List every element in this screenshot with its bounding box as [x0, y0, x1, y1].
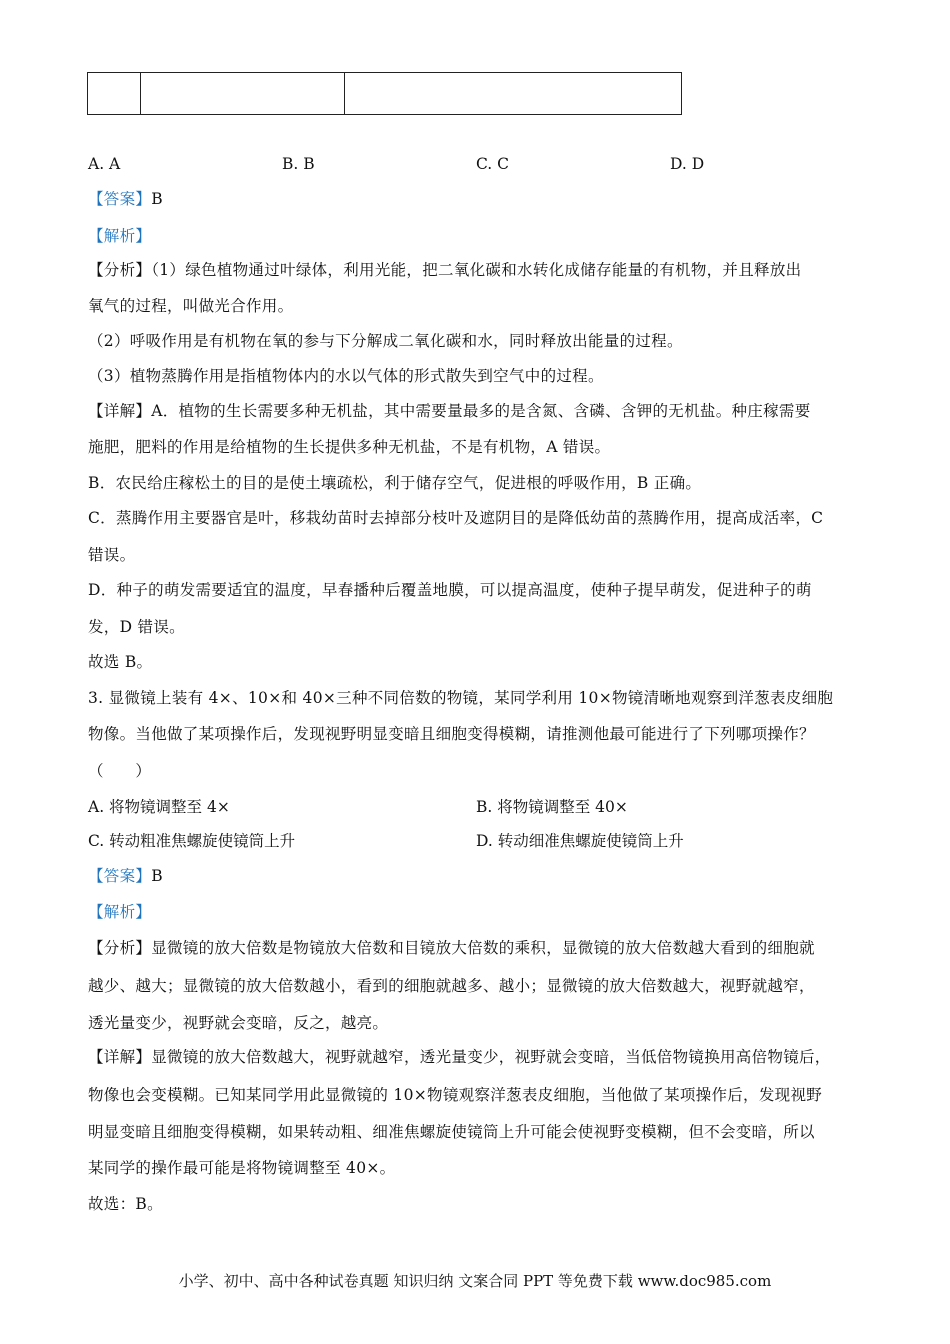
jiexi-tag: 【解析】	[88, 227, 152, 245]
q3-fenxi-line: 越少、越大；显微镜的放大倍数越小，看到的细胞就越多、越小；显微镜的放大倍数越大，视野就越窄，	[88, 977, 815, 995]
answer-tag: 【答案】	[88, 867, 152, 885]
q2-xiangjie-line: 发，D 错误。	[88, 618, 185, 636]
table-cell	[345, 73, 682, 115]
q3-option-a: A. 将物镜调整至 4×	[88, 798, 230, 816]
q2-option-d: D. D	[670, 155, 705, 173]
q3-xiangjie-line: 某同学的操作最可能是将物镜调整至 40×。	[88, 1159, 396, 1177]
q3-xiangjie-line: 故选：B。	[88, 1195, 163, 1213]
answer-table-fragment	[87, 72, 682, 115]
fenxi-text: （1）绿色植物通过叶绿体，利用光能，把二氧化碳和水转化成储存能量的有机物，并且释放出	[151, 261, 802, 279]
q3-xiangjie-line: 明显变暗且细胞变得模糊，如果转动粗、细准焦螺旋使镜筒上升可能会使视野变模糊，但不会变暗，所以	[88, 1123, 815, 1141]
q2-xiangjie-line	[88, 401, 811, 421]
q2-xiangjie-line: B．农民给庄稼松土的目的是使土壤疏松，利于储存空气，促进根的呼吸作用，B 正确。	[88, 474, 702, 492]
q3-fenxi-line: 透光量变少，视野就会变暗，反之，越亮。	[88, 1014, 389, 1032]
q2-option-b: B. B	[282, 155, 315, 173]
q2-fenxi-line	[88, 260, 801, 280]
answer-tag: 【答案】	[88, 190, 152, 208]
table-row	[88, 73, 682, 115]
q2-answer	[88, 189, 163, 209]
q2-xiangjie-line: 错误。	[88, 546, 136, 564]
xiangjie-tag: 【详解】	[88, 402, 152, 420]
q2-jiexi-heading	[88, 226, 151, 246]
q3-option-c: C. 转动粗准焦螺旋使镜筒上升	[88, 832, 296, 850]
page-footer: 小学、初中、高中各种试卷真题 知识归纳 文案合同 PPT 等免费下载 www.doc985.com	[178, 1272, 772, 1290]
fenxi-text: 显微镜的放大倍数是物镜放大倍数和目镜放大倍数的乘积，显微镜的放大倍数越大看到的细胞就	[151, 939, 815, 957]
jiexi-tag: 【解析】	[88, 903, 152, 921]
q2-fenxi-line: （2）呼吸作用是有机物在氧的参与下分解成二氧化碳和水，同时释放出能量的过程。	[88, 332, 683, 350]
q3-option-b: B. 将物镜调整至 40×	[476, 798, 628, 816]
q2-xiangjie-line: D．种子的萌发需要适宜的温度，早春播种后覆盖地膜，可以提高温度，使种子提早萌发，促进种子的萌	[88, 581, 812, 599]
fenxi-tag: 【分析】	[88, 939, 152, 957]
q3-answer	[88, 866, 163, 886]
q3-stem-line: 3. 显微镜上装有 4×、10×和 40×三种不同倍数的物镜，某同学利用 10×物镜清晰地观察到洋葱表皮细胞	[88, 689, 834, 707]
q2-fenxi-line: 氧气的过程，叫做光合作用。	[88, 297, 294, 315]
answer-value: B	[151, 190, 163, 208]
q2-fenxi-line: （3）植物蒸腾作用是指植物体内的水以气体的形式散失到空气中的过程。	[88, 367, 604, 385]
q2-xiangjie-line: 故选 B。	[88, 653, 153, 671]
q3-stem-line: 物像。当他做了某项操作后，发现视野明显变暗且细胞变得模糊，请推测他最可能进行了下列哪项操作？	[88, 725, 815, 743]
q3-option-d: D. 转动细准焦螺旋使镜筒上升	[476, 832, 684, 850]
q3-jiexi-heading	[88, 902, 151, 922]
q2-xiangjie-line: 施肥，肥料的作用是给植物的生长提供多种无机盐，不是有机物，A 错误。	[88, 438, 611, 456]
table-cell	[141, 73, 345, 115]
q3-xiangjie-line: 物像也会变模糊。已知某同学用此显微镜的 10×物镜观察洋葱表皮细胞，当他做了某项操作后，发现视野	[88, 1086, 823, 1104]
xiangjie-tag: 【详解】	[88, 1048, 152, 1066]
q3-xiangjie-line	[88, 1047, 831, 1067]
xiangjie-text: A．植物的生长需要多种无机盐，其中需要量最多的是含氮、含磷、含钾的无机盐。种庄稼需要	[151, 402, 811, 420]
table-cell	[88, 73, 141, 115]
q2-option-c: C. C	[476, 155, 510, 173]
fenxi-tag: 【分析】	[88, 261, 152, 279]
answer-value: B	[151, 867, 163, 885]
xiangjie-text: 显微镜的放大倍数越大，视野就越窄，透光量变少，视野就会变暗，当低倍物镜换用高倍物镜后，	[151, 1048, 831, 1066]
q3-stem-line: （ ）	[88, 762, 152, 780]
q2-option-a: A. A	[88, 155, 121, 173]
q2-xiangjie-line: C．蒸腾作用主要器官是叶，移栽幼苗时去掉部分枝叶及遮阴目的是降低幼苗的蒸腾作用，提高成活率，C	[88, 509, 824, 527]
q3-fenxi-line	[88, 938, 815, 958]
